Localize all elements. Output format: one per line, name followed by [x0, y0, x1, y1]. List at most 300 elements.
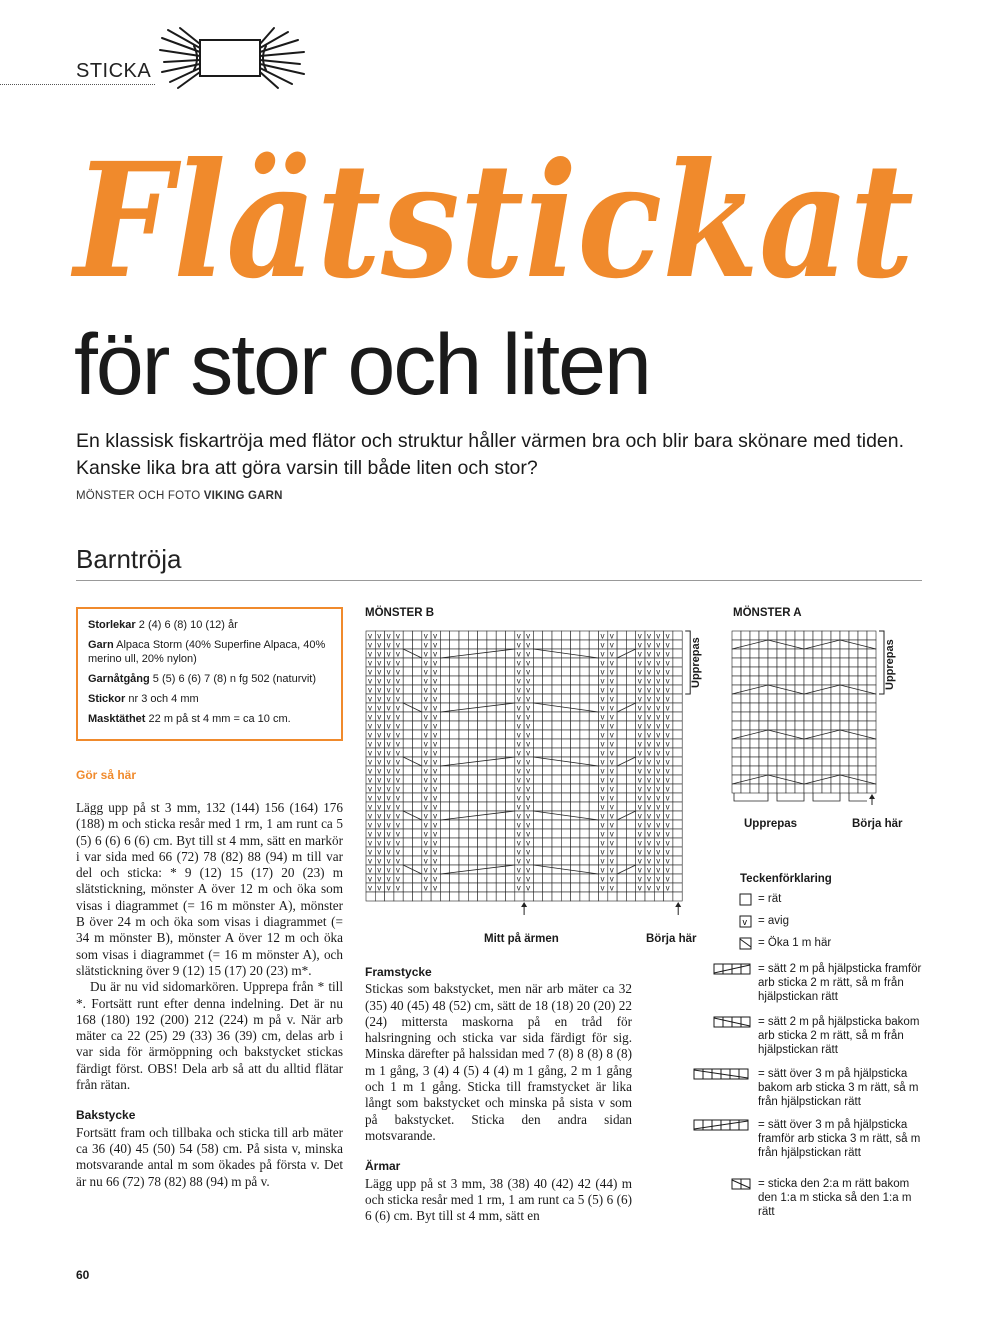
svg-text:v: v: [377, 658, 382, 668]
svg-text:v: v: [600, 676, 605, 686]
svg-text:v: v: [395, 712, 400, 722]
svg-text:v: v: [647, 829, 651, 839]
info-sizes: [88, 618, 331, 632]
svg-text:v: v: [609, 667, 614, 677]
lead-paragraph: En klassisk fiskartröja med flätor och struktur håller värmen bra och blir bara skönare med tiden. Kanske lika bra att göra varsin till både liten och stor?: [76, 430, 905, 479]
svg-text:v: v: [386, 667, 391, 677]
svg-text:v: v: [377, 784, 382, 794]
svg-text:v: v: [423, 712, 428, 722]
svg-text:v: v: [647, 874, 651, 884]
svg-text:v: v: [609, 658, 614, 668]
purl-symbol-icon: [739, 915, 753, 929]
legend-item-cable-3-front: = sätt över 3 m på hjälpsticka framför arb sticka 3 m rätt, så m från hjälpstickan rätt: [758, 1119, 921, 1159]
svg-text:v: v: [600, 730, 605, 740]
svg-text:v: v: [647, 730, 651, 740]
chart-a-repeat-label: Upprepas: [744, 818, 798, 830]
svg-text:v: v: [423, 847, 428, 857]
svg-text:v: v: [395, 658, 400, 668]
svg-text:v: v: [647, 703, 651, 713]
svg-text:v: v: [665, 793, 670, 803]
info-gauge-label: Masktäthet: [88, 713, 146, 725]
credit-label: MÖNSTER OCH FOTO: [76, 490, 201, 502]
svg-text:v: v: [665, 694, 670, 704]
svg-text:v: v: [526, 838, 531, 848]
info-box: [76, 607, 343, 741]
page-number: 60: [76, 1268, 90, 1282]
svg-text:v: v: [395, 883, 400, 893]
svg-text:v: v: [368, 793, 372, 803]
svg-text:v: v: [433, 775, 438, 785]
svg-text:v: v: [665, 784, 670, 794]
svg-text:v: v: [395, 793, 400, 803]
front-heading: Framstycke: [365, 965, 432, 979]
svg-text:v: v: [637, 829, 642, 839]
svg-text:v: v: [609, 703, 614, 713]
svg-text:v: v: [433, 856, 438, 866]
svg-text:v: v: [516, 667, 521, 677]
svg-text:v: v: [665, 802, 670, 812]
svg-text:v: v: [665, 757, 670, 767]
svg-text:v: v: [377, 667, 382, 677]
svg-text:v: v: [647, 640, 651, 650]
svg-text:v: v: [600, 721, 605, 731]
howto-heading: Gör så här: [76, 768, 137, 782]
svg-text:v: v: [609, 874, 614, 884]
svg-text:v: v: [526, 766, 531, 776]
svg-text:v: v: [423, 829, 428, 839]
svg-text:v: v: [377, 739, 382, 749]
instructions-p1: Lägg upp på st 3 mm, 132 (144) 156 (164) 176 (188) m och sticka resår med 1 rm, 1 am runt ca 5 (5) 6 (6) 6 (6) cm. Byt till st 4 mm, sätt en markör i var sida med 66 (72) 78 (82) 88 (94) m till var del och sticka: * 9 (12) 15 (17) 20 (23) m slätstickning, mönster A över 12 m och öka som visas i diagrammet (= 16 m mönster A), mönster B över 24 m och öka som visas i diagrammet (= 34 m mönster B), mönster A över 12 m och öka som visas i diagrammet (= 16 m mönster A), och slätstickning över 9 (12) 15 (17) 20 (23) m*.: [76, 800, 343, 978]
svg-text:v: v: [647, 847, 651, 857]
svg-text:v: v: [433, 847, 438, 857]
svg-text:v: v: [423, 784, 428, 794]
svg-text:v: v: [386, 676, 391, 686]
svg-text:v: v: [637, 685, 642, 695]
svg-text:v: v: [656, 748, 661, 758]
svg-text:v: v: [386, 631, 391, 641]
svg-text:v: v: [665, 883, 670, 893]
svg-text:v: v: [368, 712, 372, 722]
svg-text:v: v: [516, 838, 521, 848]
svg-text:v: v: [526, 721, 531, 731]
svg-text:v: v: [656, 874, 661, 884]
svg-text:v: v: [386, 685, 391, 695]
svg-text:v: v: [665, 865, 670, 875]
svg-text:v: v: [637, 757, 642, 767]
svg-text:v: v: [433, 730, 438, 740]
svg-text:v: v: [665, 640, 670, 650]
svg-text:v: v: [609, 802, 614, 812]
svg-text:v: v: [516, 739, 521, 749]
chart-a-repeat-vertical-label: Upprepas: [884, 639, 896, 690]
svg-text:v: v: [395, 730, 400, 740]
svg-text:v: v: [368, 676, 372, 686]
svg-text:v: v: [433, 829, 438, 839]
svg-text:v: v: [526, 703, 531, 713]
svg-text:v: v: [526, 658, 531, 668]
svg-text:v: v: [516, 748, 521, 758]
info-yarn-label: Garn: [88, 639, 114, 651]
svg-text:v: v: [433, 658, 438, 668]
svg-text:v: v: [656, 676, 661, 686]
svg-text:v: v: [395, 649, 400, 659]
svg-text:v: v: [386, 739, 391, 749]
svg-text:v: v: [386, 775, 391, 785]
chart-b-cells: [366, 631, 682, 901]
svg-text:v: v: [656, 838, 661, 848]
svg-text:v: v: [368, 775, 372, 785]
svg-text:v: v: [368, 721, 372, 731]
svg-text:v: v: [609, 730, 614, 740]
svg-text:v: v: [647, 811, 651, 821]
svg-text:v: v: [386, 874, 391, 884]
svg-text:v: v: [423, 640, 428, 650]
svg-text:v: v: [637, 766, 642, 776]
svg-text:v: v: [516, 721, 521, 731]
svg-text:v: v: [423, 838, 428, 848]
svg-text:v: v: [368, 784, 372, 794]
svg-text:v: v: [368, 757, 372, 767]
svg-text:v: v: [665, 712, 670, 722]
svg-text:v: v: [423, 856, 428, 866]
svg-text:v: v: [637, 640, 642, 650]
svg-text:v: v: [386, 847, 391, 857]
section-heading: Barntröja: [76, 544, 182, 574]
svg-text:v: v: [609, 631, 614, 641]
svg-text:v: v: [516, 730, 521, 740]
svg-text:v: v: [526, 793, 531, 803]
section-rule: [0, 84, 155, 85]
chart-b-start-label: Börja här: [646, 933, 697, 945]
svg-text:v: v: [637, 802, 642, 812]
cable-3-front-symbol-icon: [693, 1119, 753, 1133]
svg-text:v: v: [386, 712, 391, 722]
info-needles: [88, 692, 331, 706]
svg-text:v: v: [600, 802, 605, 812]
svg-text:v: v: [395, 811, 400, 821]
page-title: för stor och liten: [74, 317, 650, 413]
svg-text:v: v: [656, 883, 661, 893]
svg-text:v: v: [665, 838, 670, 848]
svg-text:v: v: [516, 703, 521, 713]
svg-text:v: v: [516, 649, 521, 659]
svg-text:v: v: [600, 856, 605, 866]
svg-text:v: v: [368, 766, 372, 776]
sleeves-text: Lägg upp på st 3 mm, 38 (38) 40 (42) 42 (44) m och sticka resår med 1 rm, 1 am runt ca 5 (5) 6 (6) 6 (6) cm. Byt till st 4 mm, sätt en: [365, 1175, 632, 1224]
svg-text:v: v: [395, 721, 400, 731]
legend-item-cable-2-back: = sätt 2 m på hjälpsticka bakom arb sticka 2 m rätt, så m från hjälpstickan rätt: [758, 1016, 920, 1056]
svg-text:v: v: [377, 730, 382, 740]
svg-text:v: v: [526, 802, 531, 812]
svg-text:v: v: [600, 775, 605, 785]
svg-text:v: v: [386, 730, 391, 740]
svg-text:v: v: [516, 856, 521, 866]
svg-text:v: v: [377, 757, 382, 767]
svg-text:v: v: [516, 811, 521, 821]
info-yarn-value: Alpaca Storm (40% Superfine Alpaca, 40% merino ull, 20% nylon): [88, 639, 326, 665]
svg-text:v: v: [377, 649, 382, 659]
info-yarn-amount-label: Garnåtgång: [88, 673, 150, 685]
svg-text:v: v: [386, 865, 391, 875]
svg-text:v: v: [423, 757, 428, 767]
svg-text:v: v: [526, 847, 531, 857]
svg-text:v: v: [656, 856, 661, 866]
svg-text:v: v: [665, 775, 670, 785]
svg-text:v: v: [377, 694, 382, 704]
svg-text:v: v: [609, 739, 614, 749]
svg-text:v: v: [423, 775, 428, 785]
svg-text:v: v: [395, 847, 400, 857]
svg-text:v: v: [637, 712, 642, 722]
svg-text:v: v: [433, 712, 438, 722]
svg-text:v: v: [395, 874, 400, 884]
svg-text:v: v: [516, 793, 521, 803]
svg-text:v: v: [386, 784, 391, 794]
svg-text:v: v: [395, 640, 400, 650]
svg-text:v: v: [433, 811, 438, 821]
svg-text:v: v: [526, 667, 531, 677]
svg-text:v: v: [516, 874, 521, 884]
svg-text:v: v: [609, 694, 614, 704]
svg-text:v: v: [386, 766, 391, 776]
svg-text:v: v: [637, 721, 642, 731]
info-sizes-label: Storlekar: [88, 619, 136, 631]
info-needles-value: nr 3 och 4 mm: [128, 693, 199, 705]
svg-text:v: v: [600, 847, 605, 857]
svg-text:v: v: [609, 883, 614, 893]
svg-text:v: v: [386, 883, 391, 893]
svg-text:v: v: [433, 793, 438, 803]
svg-text:v: v: [526, 631, 531, 641]
chart-b-mid-label: Mitt på ärmen: [484, 933, 559, 945]
svg-text:v: v: [433, 739, 438, 749]
svg-text:v: v: [656, 793, 661, 803]
svg-text:v: v: [600, 649, 605, 659]
svg-text:v: v: [386, 793, 391, 803]
svg-text:v: v: [377, 775, 382, 785]
svg-text:v: v: [637, 730, 642, 740]
svg-text:v: v: [526, 748, 531, 758]
svg-text:v: v: [647, 712, 651, 722]
svg-text:v: v: [433, 631, 438, 641]
svg-text:v: v: [647, 793, 651, 803]
svg-text:v: v: [395, 766, 400, 776]
svg-text:v: v: [368, 811, 372, 821]
svg-text:v: v: [377, 685, 382, 695]
svg-text:v: v: [656, 712, 661, 722]
info-needles-label: Stickor: [88, 693, 126, 705]
svg-text:v: v: [386, 820, 391, 830]
svg-text:v: v: [656, 802, 661, 812]
sleeves-heading: Ärmar: [365, 1159, 401, 1174]
svg-text:v: v: [526, 865, 531, 875]
svg-text:v: v: [423, 667, 428, 677]
svg-text:v: v: [656, 703, 661, 713]
back-heading: Bakstycke: [76, 1108, 136, 1123]
svg-text:v: v: [386, 838, 391, 848]
svg-text:v: v: [600, 748, 605, 758]
svg-text:v: v: [423, 676, 428, 686]
cable-2-back-symbol-icon: [713, 1016, 753, 1030]
svg-text:v: v: [377, 865, 382, 875]
svg-text:v: v: [637, 874, 642, 884]
chart-a-start-label: Börja här: [852, 818, 903, 830]
svg-text:v: v: [423, 631, 428, 641]
svg-text:v: v: [600, 883, 605, 893]
increase-symbol-icon: [739, 937, 753, 951]
svg-text:v: v: [647, 667, 651, 677]
svg-text:v: v: [526, 883, 531, 893]
info-yarn: [88, 638, 331, 666]
svg-text:v: v: [647, 658, 651, 668]
legend-item-knit: = rät: [758, 893, 782, 905]
svg-text:v: v: [368, 703, 372, 713]
svg-text:v: v: [386, 856, 391, 866]
svg-text:v: v: [368, 730, 372, 740]
svg-text:v: v: [656, 649, 661, 659]
svg-text:v: v: [395, 820, 400, 830]
svg-text:v: v: [377, 712, 382, 722]
svg-text:v: v: [600, 874, 605, 884]
svg-text:v: v: [433, 865, 438, 875]
svg-text:v: v: [665, 667, 670, 677]
svg-text:v: v: [656, 667, 661, 677]
svg-text:v: v: [395, 667, 400, 677]
svg-text:v: v: [368, 685, 372, 695]
svg-text:v: v: [386, 694, 391, 704]
svg-text:v: v: [386, 703, 391, 713]
svg-text:v: v: [609, 685, 614, 695]
svg-text:v: v: [516, 694, 521, 704]
svg-text:v: v: [600, 829, 605, 839]
chart-b-title: MÖNSTER B: [365, 607, 434, 619]
svg-text:v: v: [377, 676, 382, 686]
svg-text:v: v: [395, 838, 400, 848]
svg-text:v: v: [600, 667, 605, 677]
svg-text:v: v: [423, 811, 428, 821]
svg-text:v: v: [433, 838, 438, 848]
svg-text:v: v: [609, 649, 614, 659]
svg-text:v: v: [516, 658, 521, 668]
svg-text:v: v: [377, 766, 382, 776]
svg-text:v: v: [647, 631, 651, 641]
svg-text:v: v: [377, 721, 382, 731]
svg-text:v: v: [647, 883, 651, 893]
svg-text:v: v: [637, 739, 642, 749]
svg-text:v: v: [395, 631, 400, 641]
svg-text:v: v: [656, 658, 661, 668]
svg-text:v: v: [377, 748, 382, 758]
svg-text:v: v: [656, 739, 661, 749]
svg-text:v: v: [423, 865, 428, 875]
svg-text:v: v: [516, 712, 521, 722]
svg-text:v: v: [656, 640, 661, 650]
svg-text:v: v: [609, 784, 614, 794]
svg-text:v: v: [516, 847, 521, 857]
svg-text:v: v: [423, 883, 428, 893]
svg-text:v: v: [647, 775, 651, 785]
svg-text:v: v: [433, 640, 438, 650]
chart-a-cells: [732, 631, 876, 793]
svg-text:v: v: [609, 847, 614, 857]
svg-text:v: v: [395, 802, 400, 812]
svg-text:v: v: [368, 640, 372, 650]
svg-text:v: v: [637, 847, 642, 857]
svg-text:v: v: [433, 676, 438, 686]
svg-text:v: v: [637, 703, 642, 713]
svg-text:v: v: [637, 649, 642, 659]
svg-text:v: v: [647, 838, 651, 848]
section-label: STICKA: [76, 60, 152, 82]
svg-text:v: v: [609, 676, 614, 686]
svg-text:v: v: [433, 820, 438, 830]
svg-text:v: v: [433, 748, 438, 758]
svg-text:v: v: [395, 694, 400, 704]
svg-text:v: v: [395, 784, 400, 794]
svg-text:v: v: [386, 649, 391, 659]
svg-text:v: v: [665, 676, 670, 686]
svg-text:v: v: [600, 658, 605, 668]
svg-text:v: v: [395, 829, 400, 839]
svg-text:v: v: [423, 748, 428, 758]
svg-text:v: v: [368, 739, 372, 749]
svg-text:v: v: [647, 766, 651, 776]
svg-text:v: v: [377, 631, 382, 641]
section-rule-line: [76, 580, 922, 581]
svg-text:v: v: [637, 784, 642, 794]
purl-symbol-mark: v: [742, 917, 747, 927]
svg-text:v: v: [609, 811, 614, 821]
svg-text:v: v: [656, 694, 661, 704]
svg-text:v: v: [368, 631, 372, 641]
svg-text:v: v: [647, 784, 651, 794]
svg-text:v: v: [377, 640, 382, 650]
svg-text:v: v: [526, 811, 531, 821]
svg-text:v: v: [656, 757, 661, 767]
svg-text:v: v: [600, 757, 605, 767]
svg-text:v: v: [637, 694, 642, 704]
svg-text:v: v: [637, 667, 642, 677]
twist-symbol-icon: [731, 1178, 753, 1192]
svg-text:v: v: [377, 802, 382, 812]
svg-text:v: v: [656, 631, 661, 641]
svg-text:v: v: [526, 712, 531, 722]
svg-text:v: v: [609, 640, 614, 650]
svg-text:v: v: [647, 802, 651, 812]
svg-text:v: v: [377, 856, 382, 866]
svg-text:v: v: [637, 856, 642, 866]
svg-text:v: v: [637, 775, 642, 785]
svg-text:v: v: [600, 640, 605, 650]
info-sizes-value: 2 (4) 6 (8) 10 (12) år: [138, 619, 238, 631]
svg-text:v: v: [637, 811, 642, 821]
svg-text:v: v: [423, 874, 428, 884]
svg-text:v: v: [526, 676, 531, 686]
svg-text:v: v: [516, 820, 521, 830]
svg-text:v: v: [433, 721, 438, 731]
svg-text:v: v: [377, 838, 382, 848]
svg-text:v: v: [516, 883, 521, 893]
svg-text:v: v: [526, 874, 531, 884]
svg-text:v: v: [386, 829, 391, 839]
svg-text:v: v: [665, 631, 670, 641]
svg-text:v: v: [516, 631, 521, 641]
svg-text:v: v: [368, 838, 372, 848]
svg-text:v: v: [526, 775, 531, 785]
svg-text:v: v: [600, 631, 605, 641]
svg-text:v: v: [665, 811, 670, 821]
svg-text:v: v: [656, 865, 661, 875]
